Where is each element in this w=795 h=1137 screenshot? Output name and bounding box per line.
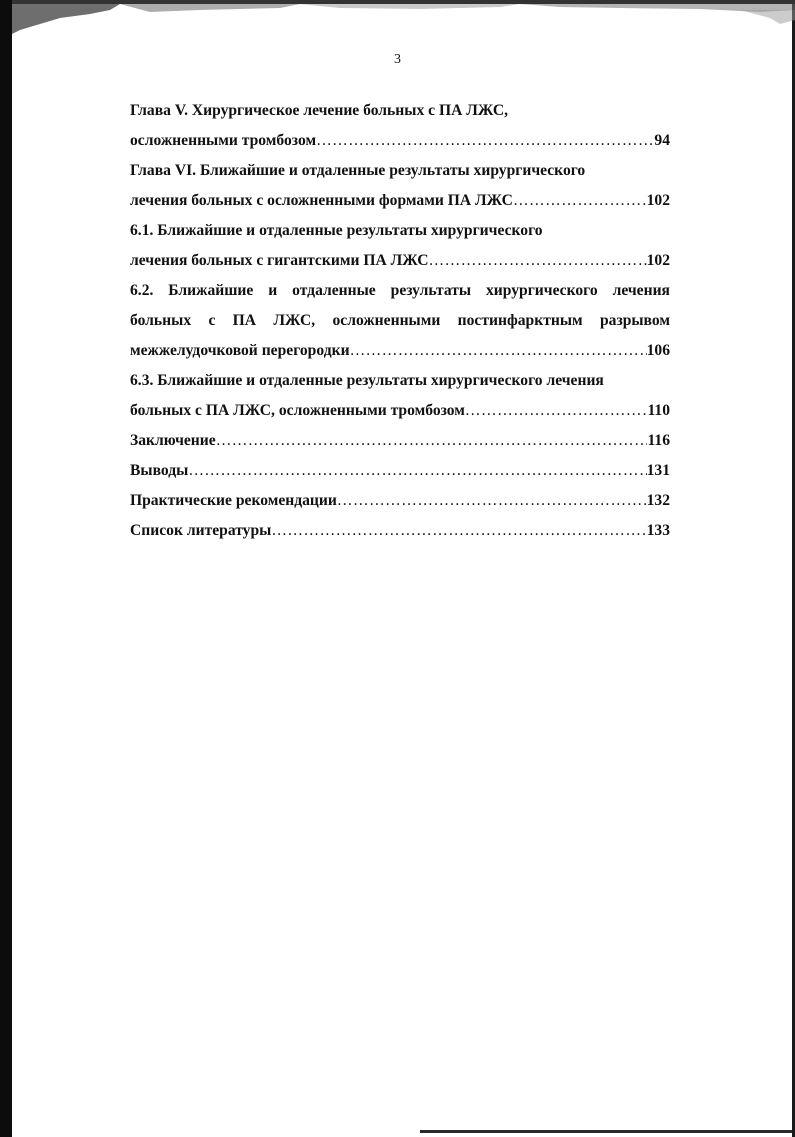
table-of-contents (130, 96, 670, 546)
toc-leader-dots (465, 396, 648, 426)
toc-leader-dots (216, 426, 648, 456)
toc-entry-title: больных с ПА ЛЖС, осложненными тромбозом (130, 402, 465, 419)
toc-page-number: 102 (646, 192, 670, 209)
toc-entry-title: межжелудочковой перегородки (130, 342, 350, 359)
toc-leader-dots (429, 246, 647, 276)
toc-entry (130, 336, 670, 366)
toc-page-number: 133 (646, 522, 670, 539)
toc-entry-title: лечения больных с осложненными формами ПА ЛЖС (130, 192, 513, 209)
scan-left-edge (0, 0, 12, 1137)
toc-line: 6.3. Ближайшие и отдаленные результаты хирургического лечения (130, 372, 604, 389)
toc-entry-title: осложненными тромбозом (130, 132, 317, 149)
toc-entry (130, 486, 670, 516)
toc-entry-title: Список литературы (130, 522, 272, 539)
toc-leader-dots (337, 486, 647, 516)
toc-entry (130, 456, 670, 486)
toc-leader-dots (350, 336, 647, 366)
toc-page-number: 106 (646, 342, 670, 359)
toc-entry-title: лечения больных с гигантскими ПА ЛЖС (130, 252, 429, 269)
toc-line: Глава V. Хирургическое лечение больных с ПА ЛЖС, (130, 102, 509, 119)
scan-top-noise (0, 0, 795, 34)
toc-entry (130, 426, 670, 456)
toc-entry-title: Выводы (130, 462, 189, 479)
toc-page-number: 94 (654, 132, 670, 149)
toc-leader-dots (316, 126, 654, 156)
toc-line: 6.1. Ближайшие и отдаленные результаты хирургического (130, 222, 543, 239)
toc-entry (130, 516, 670, 546)
toc-leader-dots (271, 516, 646, 546)
toc-leader-dots (513, 186, 647, 216)
toc-page-number: 132 (646, 492, 670, 509)
toc-leader-dots (188, 456, 646, 486)
toc-page-number: 116 (647, 432, 670, 449)
toc-page-number: 102 (646, 252, 670, 269)
toc-page-number: 110 (647, 402, 670, 419)
toc-entry (130, 186, 670, 216)
page-number: 3 (394, 52, 401, 67)
toc-entry (130, 396, 670, 426)
toc-entry-title: Заключение (130, 432, 216, 449)
toc-line: больных с ПА ЛЖС, осложненными постинфарктным разрывом (130, 312, 670, 329)
toc-entry-title: Практические рекомендации (130, 492, 337, 509)
toc-entry (130, 126, 670, 156)
toc-line: Глава VI. Ближайшие и отдаленные результаты хирургического (130, 162, 586, 179)
scan-bottom-line (420, 1130, 792, 1133)
toc-line: 6.2. Ближайшие и отдаленные результаты хирургического лечения (130, 282, 670, 299)
toc-entry (130, 246, 670, 276)
toc-page-number: 131 (646, 462, 670, 479)
